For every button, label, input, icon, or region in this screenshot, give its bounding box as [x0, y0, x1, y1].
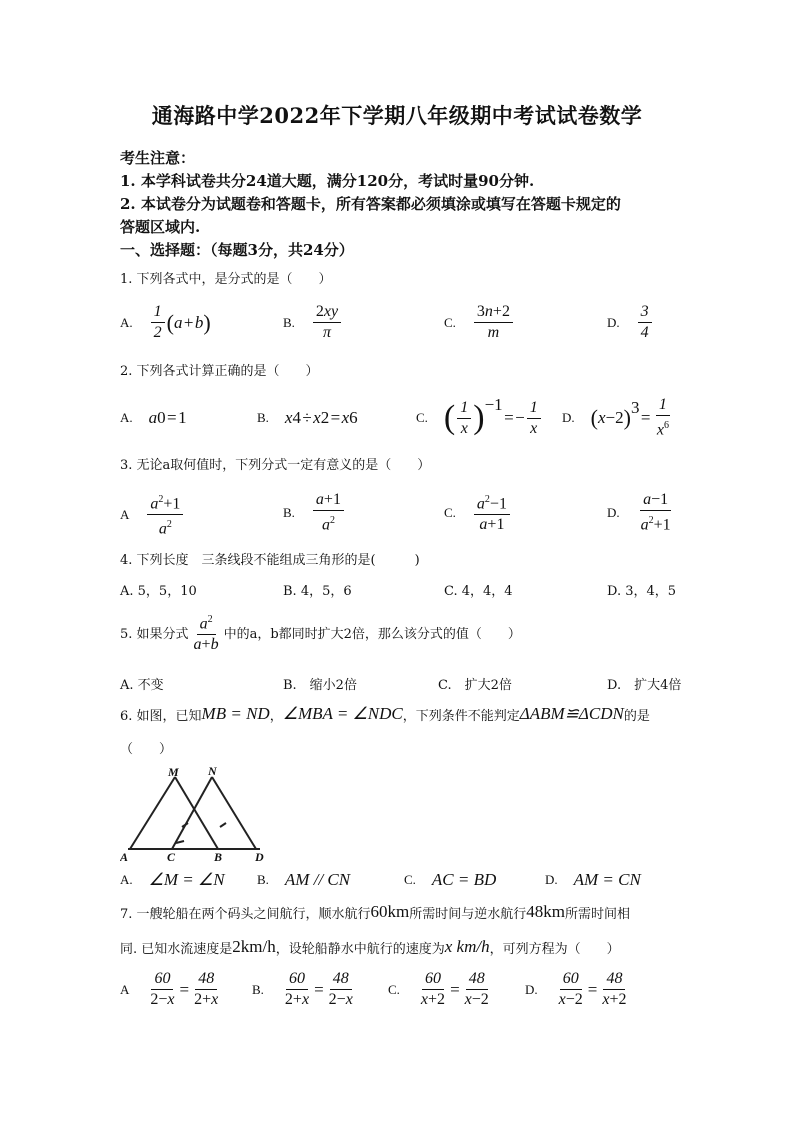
q5-stem-post: 中的a，b都同时扩大2倍，那么该分式的值（ ） [223, 627, 521, 643]
q6-label-d: D. [545, 872, 558, 887]
label-c: C [167, 850, 176, 864]
segment-am [130, 777, 175, 849]
math-fraction: $\frac{1}{x}$ [457, 399, 471, 438]
q4-option-c[interactable]: C. 4，4，4 [444, 584, 513, 599]
q6-separator: ， [269, 708, 283, 724]
q7-line1-mid: 所需时间与逆水航行 [409, 906, 527, 922]
q7-distance-downstream: 60km [370, 902, 410, 921]
q6-label-b: B. [257, 872, 269, 887]
segment-cn [172, 777, 212, 849]
q1-option-b[interactable] [283, 303, 343, 342]
q7-option-c[interactable]: C. $\frac{60}{x+2}$ = $\frac{48}{x-2}$ [388, 970, 494, 1009]
q7-label-c: C. [388, 981, 400, 997]
q6-stem-post: ，下列条件不能判定 [402, 708, 520, 724]
q1-option-d[interactable] [607, 303, 654, 342]
math-fraction: $\frac{48}{x-2}$ [464, 970, 489, 1008]
label-a: A [120, 850, 129, 864]
q6-option-b-text: AM // CN [284, 870, 351, 889]
q6-stem-end: 的是 [623, 708, 650, 724]
q6-condition-2: ∠MBA = ∠NDC [282, 704, 403, 723]
q4-option-d[interactable]: D. 3，4，5 [607, 584, 677, 599]
q5-stem-pre: 5. 如果分式 [120, 627, 189, 643]
q1-option-c[interactable] [444, 303, 515, 342]
q6-stem [120, 704, 650, 724]
q7-label-a: A [120, 981, 130, 997]
q2-label-d: D. [562, 410, 575, 425]
math-fraction: $\frac{a+1}{a^2}$ [313, 491, 344, 534]
q4-option-b[interactable]: B. 4，5，6 [283, 584, 352, 599]
q6-option-a[interactable] [120, 870, 225, 890]
q7-line2-end: ，可列方程为（ ） [489, 941, 620, 957]
q7-label-b: B. [252, 981, 264, 997]
q7-current-speed: 2km/h [232, 937, 276, 956]
math-fraction: $\frac{1}{x}$ [527, 399, 541, 438]
q3-label-a: A [120, 506, 130, 522]
q2-label-c: C. [416, 410, 428, 425]
q2-label-a: A. [120, 410, 133, 425]
q6-stem-pre: 6. 如图，已知 [120, 708, 202, 724]
math-fraction: $\frac{60}{x+2}$ [420, 970, 446, 1008]
label-m: M [168, 765, 179, 779]
q3-option-b[interactable] [283, 491, 346, 534]
q1-label-a: A. [120, 314, 133, 330]
label-b: B [214, 850, 223, 864]
q3-label-c: C. [444, 504, 456, 520]
q7-distance-upstream: 48km [526, 902, 566, 921]
q7-variable: x km/h [444, 937, 490, 956]
q3-option-c[interactable] [444, 491, 512, 534]
math-fraction: $\frac{3}{4}$ [638, 303, 652, 342]
notice-line-1: 1. 本学科试卷共分24道大题，满分120分，考试时量90分钟. [120, 172, 535, 190]
q6-condition-1: MB = ND [201, 704, 270, 723]
math-fraction: $\frac{a^2+1}{a^2}$ [147, 491, 183, 539]
q5-option-c[interactable]: C. 扩大2倍 [438, 678, 512, 693]
exam-title: 通海路中学2022年下学期八年级期中考试试卷数学 [151, 103, 643, 128]
q6-option-d[interactable] [545, 870, 641, 890]
q6-option-a-text: ∠M = ∠N [148, 870, 225, 889]
q6-option-c[interactable] [404, 870, 496, 890]
q5-stem [120, 611, 521, 654]
q1-stem: 1. 下列各式中，是分式的是（ ） [120, 272, 332, 287]
q4-option-a[interactable]: A. 5，5，10 [120, 584, 197, 599]
math-fraction: $\frac{1}{2}$ [151, 303, 165, 342]
q5-option-b[interactable]: B. 缩小2倍 [283, 678, 357, 693]
math-fraction: $\frac{a^2-1}{a+1}$ [474, 491, 510, 534]
q7-line-1 [120, 902, 630, 922]
q7-line2-pre: 同. 已知水流速度是 [120, 941, 233, 957]
segment-nd [212, 777, 256, 849]
q6-congruence: ΔABM≌ΔCDN [519, 704, 624, 723]
q7-option-a[interactable]: A $\frac{60}{2-x}$ = $\frac{48}{2+x}$ [120, 970, 223, 1009]
q7-line-2 [120, 937, 620, 957]
q7-line2-mid: ，设轮船静水中航行的速度为 [275, 941, 445, 957]
q7-line1-end: 所需时间相 [565, 906, 631, 922]
q7-line1-pre: 7. 一艘轮船在两个码头之间航行，顺水航行 [120, 906, 371, 922]
math-fraction: $\frac{3n+2}{m}$ [474, 303, 513, 342]
q2-stem: 2. 下列各式计算正确的是（ ） [120, 364, 319, 379]
q6-option-b[interactable] [257, 870, 350, 890]
math-fraction: $\frac{48}{2+x}$ [194, 970, 219, 1008]
math-fraction: $\frac{a^2}{a+b}$ [191, 611, 222, 654]
q6-label-c: C. [404, 872, 416, 887]
math-fraction: $\frac{60}{x-2}$ [558, 970, 583, 1008]
math-fraction: $\frac{60}{2-x}$ [150, 970, 175, 1008]
q2-option-b[interactable]: B. x 4 ÷ x 2 = x 6 [257, 408, 358, 427]
math-fraction: $\frac{1}{x^6}$ [656, 396, 669, 439]
q7-option-d[interactable]: D. $\frac{60}{x-2}$ = $\frac{48}{x+2}$ [525, 970, 632, 1009]
q1-label-b: B. [283, 314, 295, 330]
q5-option-a[interactable]: A. 不变 [120, 678, 164, 693]
math-fraction: $\frac{48}{x+2}$ [602, 970, 627, 1008]
q1-label-d: D. [607, 314, 620, 330]
q2-option-d[interactable]: D. ( x −2 ) 3 = $\frac{1}{x^6}$ [562, 398, 674, 438]
q2-option-a[interactable]: A. a 0 = 1 [120, 408, 187, 427]
math-fraction: $\frac{2xy}{\pi}$ [313, 303, 341, 342]
q3-option-d[interactable] [607, 491, 676, 534]
q6-option-d-text: AM = CN [573, 870, 641, 889]
label-n: N [208, 765, 217, 778]
q6-label-a: A. [120, 872, 133, 887]
math-fraction: $\frac{48}{2-x}$ [328, 970, 353, 1008]
q5-option-d[interactable]: D. 扩大4倍 [607, 678, 682, 693]
label-d: D [255, 850, 264, 864]
q3-option-a[interactable] [120, 491, 185, 539]
q7-option-b[interactable]: B. $\frac{60}{2+x}$ = $\frac{48}{2-x}$ [252, 970, 358, 1009]
notice-line-2: 2. 本试卷分为试题卷和答题卡，所有答案都必须填涂或填写在答题卡规定的 [120, 195, 621, 213]
segment-mb [175, 777, 218, 849]
q3-label-d: D. [607, 504, 620, 520]
q2-option-c[interactable]: C. ( $\frac{1}{x}$ ) −1 = − $\frac{1}{x}$ [416, 395, 543, 441]
notice-line-3: 答题区域内. [120, 218, 201, 236]
q3-label-b: B. [283, 504, 295, 520]
q7-label-d: D. [525, 981, 538, 997]
math-fraction: $\frac{60}{2+x}$ [284, 970, 310, 1008]
tick-mark [220, 823, 226, 827]
triangle-figure [120, 765, 270, 865]
q3-stem: 3. 无论a取何值时，下列分式一定有意义的是（ ） [120, 458, 431, 473]
notice-heading: 考生注意： [120, 149, 196, 167]
math-fraction: $\frac{a-1}{a^2+1}$ [640, 491, 671, 534]
section-heading: 一、选择题：（每题3分，共24分） [120, 241, 354, 259]
q6-paren: （ ） [120, 742, 173, 757]
q4-stem: 4. 下列长度 三条线段不能组成三角形的是( ) [120, 553, 420, 568]
q1-label-c: C. [444, 314, 456, 330]
q6-option-c-text: AC = BD [431, 870, 497, 889]
q1-option-a[interactable]: A. $\frac{1}{2}$ ( a + b ) [120, 303, 211, 341]
q2-label-b: B. [257, 410, 269, 425]
